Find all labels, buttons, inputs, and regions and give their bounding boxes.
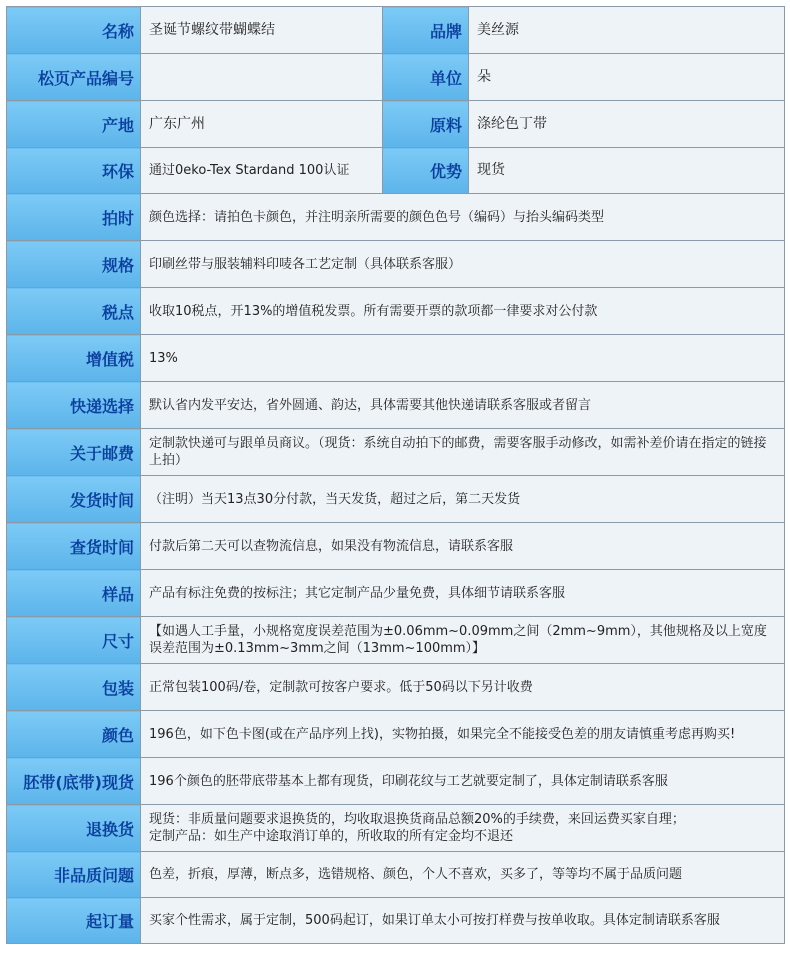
row-value: 产品有标注免费的按标注；其它定制产品少量免费，具体细节请联系客服 bbox=[141, 570, 785, 617]
table-row bbox=[7, 570, 785, 617]
row-label: 颜色 bbox=[7, 711, 141, 758]
row-value: （注明）当天13点30分付款，当天发货，超过之后，第二天发货 bbox=[141, 476, 785, 523]
table-row bbox=[7, 54, 785, 101]
row-value: 付款后第二天可以查物流信息，如果没有物流信息，请联系客服 bbox=[141, 523, 785, 570]
row-label: 快递选择 bbox=[7, 382, 141, 429]
row-value: 通过0eko-Tex Stardand 100认证 bbox=[141, 148, 383, 194]
row-label: 胚带(底带)现货 bbox=[7, 758, 141, 805]
row-label: 增值税 bbox=[7, 335, 141, 382]
row-value: 美丝源 bbox=[469, 7, 785, 54]
product-spec-table bbox=[6, 6, 785, 944]
table-row bbox=[7, 241, 785, 288]
row-value: 现货 bbox=[469, 148, 785, 194]
row-label: 规格 bbox=[7, 241, 141, 288]
table-row bbox=[7, 382, 785, 429]
row-label: 关于邮费 bbox=[7, 429, 141, 476]
row-value: 涤纶色丁带 bbox=[469, 101, 785, 148]
row-label: 拍时 bbox=[7, 194, 141, 241]
table-row bbox=[7, 758, 785, 805]
table-row bbox=[7, 523, 785, 570]
row-label: 优势 bbox=[383, 148, 469, 194]
row-label: 包装 bbox=[7, 664, 141, 711]
row-label: 单位 bbox=[383, 54, 469, 101]
row-value: 现货：非质量问题要求退换货的，均收取退换货商品总额20%的手续费，来回运费买家自理； 定制产品：如生产中途取消订单的，所收取的所有定金均不退还 bbox=[141, 805, 785, 852]
row-label: 名称 bbox=[7, 7, 141, 54]
row-value: 正常包装100码/卷，定制款可按客户要求。低于50码以下另计收费 bbox=[141, 664, 785, 711]
row-value: 收取10税点，开13%的增值税发票。所有需要开票的款项都一律要求对公付款 bbox=[141, 288, 785, 335]
row-value: 圣诞节螺纹带蝴蝶结 bbox=[141, 7, 383, 54]
table-row bbox=[7, 476, 785, 523]
row-label: 起订量 bbox=[7, 898, 141, 944]
table-row bbox=[7, 617, 785, 664]
row-label: 原料 bbox=[383, 101, 469, 148]
row-label: 环保 bbox=[7, 148, 141, 194]
row-label: 品牌 bbox=[383, 7, 469, 54]
row-value: 广东广州 bbox=[141, 101, 383, 148]
row-label: 查货时间 bbox=[7, 523, 141, 570]
row-label: 税点 bbox=[7, 288, 141, 335]
row-value bbox=[141, 54, 383, 101]
table-row bbox=[7, 335, 785, 382]
row-value: 【如遇人工手量，小规格宽度误差范围为±0.06mm~0.09mm之间（2mm~9mm），其他规格及以上宽度误差范围为±0.13mm~3mm之间（13mm~100mm）】 bbox=[141, 617, 785, 664]
row-value: 196色，如下色卡图(或在产品序列上找)，实物拍摄，如果完全不能接受色差的朋友请慎重考虑再购买! bbox=[141, 711, 785, 758]
row-value: 颜色选择：请拍色卡颜色，并注明亲所需要的颜色色号（编码）与抬头编码类型 bbox=[141, 194, 785, 241]
table-row bbox=[7, 429, 785, 476]
row-label: 发货时间 bbox=[7, 476, 141, 523]
row-value: 色差，折痕，厚薄，断点多，选错规格、颜色，个人不喜欢，买多了，等等均不属于品质问题 bbox=[141, 852, 785, 898]
row-value: 定制款快递可与跟单员商议。（现货：系统自动拍下的邮费，需要客服手动修改，如需补差价请在指定的链接上拍） bbox=[141, 429, 785, 476]
row-label: 尺寸 bbox=[7, 617, 141, 664]
table-row bbox=[7, 711, 785, 758]
row-label: 退换货 bbox=[7, 805, 141, 852]
table-row bbox=[7, 101, 785, 148]
row-value: 13% bbox=[141, 335, 785, 382]
row-value: 印刷丝带与服装辅料印唛各工艺定制（具体联系客服） bbox=[141, 241, 785, 288]
table-row bbox=[7, 664, 785, 711]
table-row bbox=[7, 194, 785, 241]
row-label: 松页产品编号 bbox=[7, 54, 141, 101]
table-row bbox=[7, 898, 785, 944]
row-label: 产地 bbox=[7, 101, 141, 148]
row-value: 朵 bbox=[469, 54, 785, 101]
row-value: 默认省内发平安达，省外圆通、韵达，具体需要其他快递请联系客服或者留言 bbox=[141, 382, 785, 429]
table-row bbox=[7, 805, 785, 852]
table-row bbox=[7, 288, 785, 335]
row-label: 样品 bbox=[7, 570, 141, 617]
table-row bbox=[7, 7, 785, 54]
table-row bbox=[7, 148, 785, 194]
row-value: 买家个性需求，属于定制，500码起订，如果订单太小可按打样费与按单收取。具体定制请联系客服 bbox=[141, 898, 785, 944]
row-value: 196个颜色的胚带底带基本上都有现货，印刷花纹与工艺就要定制了，具体定制请联系客服 bbox=[141, 758, 785, 805]
row-label: 非品质问题 bbox=[7, 852, 141, 898]
table-row bbox=[7, 852, 785, 898]
